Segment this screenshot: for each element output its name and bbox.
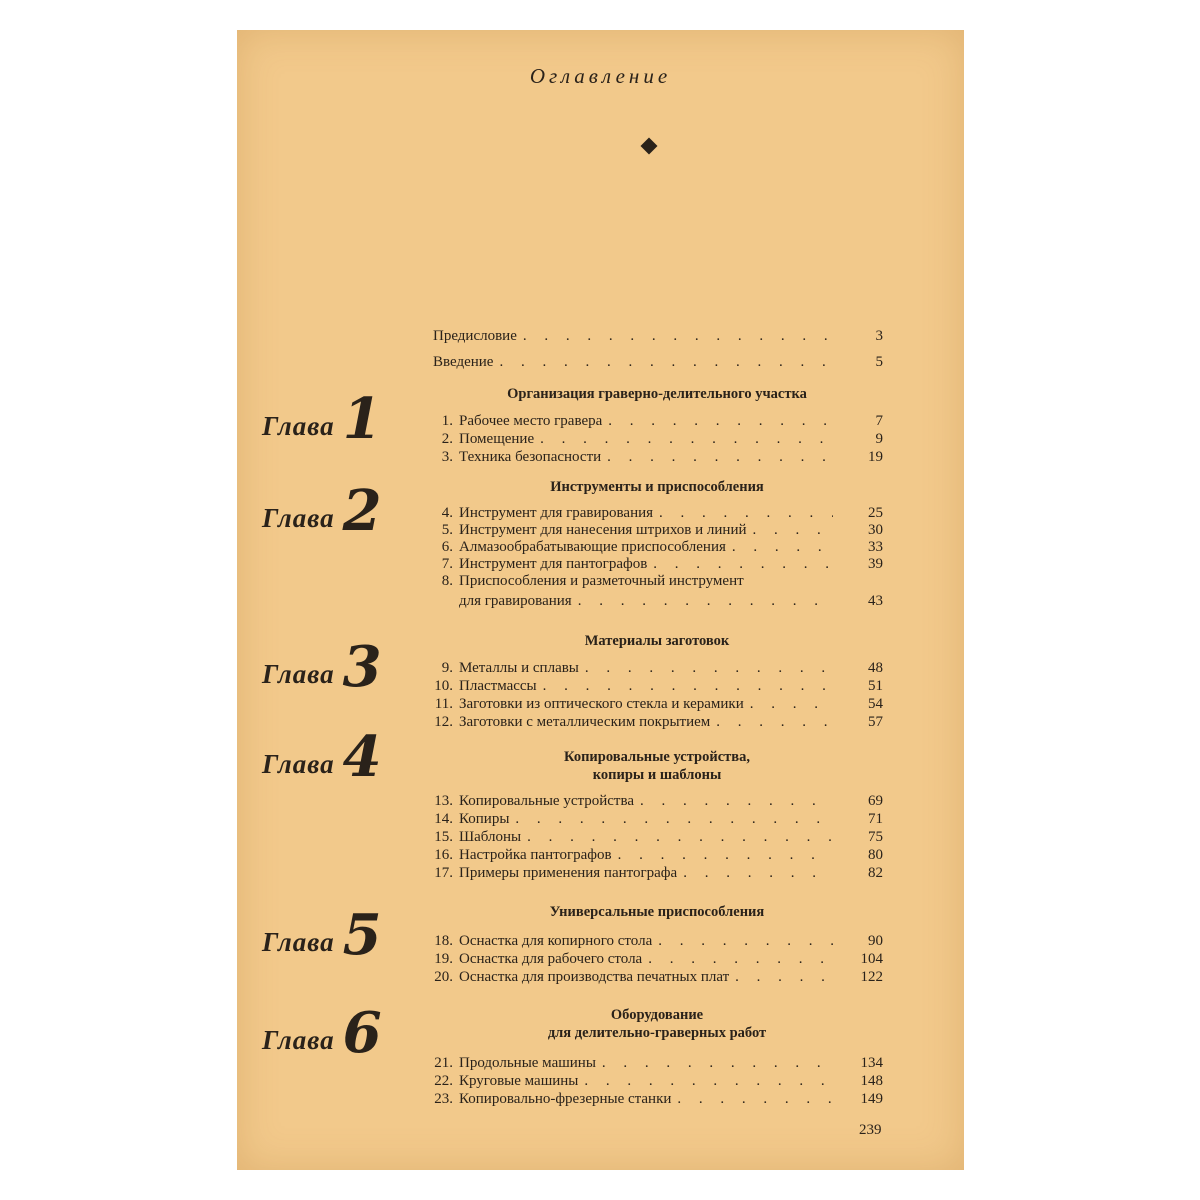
chapter-number: 6 [342,1000,382,1066]
chapter-label [262,1000,382,1066]
toc-entry-text: Техника безопасности [459,449,602,465]
toc-item-number: 10. [434,678,453,694]
toc-item-number: 21. [434,1055,453,1071]
toc-entry-text: Круговые машины [459,1073,579,1089]
toc-item-number: 23. [434,1091,453,1107]
chapter-word: Глава [262,503,335,533]
toc-page-number: 43 [868,593,883,609]
toc-item-number: 16. [434,847,453,863]
toc-entry-text: Шаблоны [459,829,522,845]
chapter-title-line2: для делительно-граверных работ [547,1025,767,1041]
toc-row [425,793,883,810]
toc-row [425,829,883,846]
toc-entry-text: Рабочее место гравера [459,413,603,429]
leader-dots [523,328,833,345]
leader-dots [683,865,833,882]
leader-dots [540,431,833,448]
chapter-title-line2: копиры и шаблоны [592,767,722,783]
toc-entry-text: Алмазообрабатывающие приспособления [459,539,726,555]
chapter-label [262,902,382,968]
chapter-title: Организация граверно-делительного участка [507,386,807,402]
leader-dots [648,951,833,968]
toc-entry-text: Металлы и сплавы [459,660,579,676]
leader-dots [527,829,833,846]
toc-row [425,1073,883,1090]
toc-entry-text: Оснастка для рабочего стола [459,951,643,967]
toc-page-number: 3 [875,328,883,344]
toc-entry-text: Приспособления и разметочный инструмент [459,573,744,589]
leader-dots [607,449,833,466]
chapter-label [262,386,382,452]
chapter-number: 1 [342,386,382,452]
toc-item-number: 15. [434,829,453,845]
chapter-title: Инструменты и приспособления [550,479,764,495]
leader-dots [515,811,833,828]
toc-row-introduction [433,354,883,371]
toc-row [425,865,883,882]
leader-dots [585,660,833,677]
toc-entry-text: Предисловие [433,328,517,344]
leader-dots [653,556,833,573]
leader-dots [659,505,833,522]
leader-dots [750,696,833,713]
toc-page-number: 25 [868,505,883,521]
diamond-ornament-icon [641,138,658,155]
toc-entry-text: Заготовки из оптического стекла и керамики [459,696,744,712]
toc-entry-text: Инструмент для гравирования [459,505,654,521]
toc-page-number: 122 [860,969,883,985]
toc-page-number: 104 [860,951,883,967]
toc-page-number: 9 [875,431,883,447]
toc-entry-text: Пластмассы [459,678,537,694]
toc-entry-text: Оснастка для копирного стола [459,933,653,949]
toc-entry-text: для гравирования [459,593,572,609]
toc-entry-text: Заготовки с металлическим покрытием [459,714,711,730]
leader-dots [677,1091,833,1108]
leader-dots [578,593,833,610]
toc-item-number: 9. [441,660,453,676]
toc-entry-text: Копиры [459,811,510,827]
chapter-title: Копировальные устройства, [564,749,750,765]
chapter-number: 4 [342,724,382,790]
toc-entry-text: Инструмент для нанесения штрихов и линий [459,522,747,538]
chapter-label [262,478,382,544]
toc-item-number: 17. [434,865,453,881]
chapter-word: Глава [262,659,335,689]
toc-item-number: 11. [434,696,453,712]
leader-dots [640,793,833,810]
toc-page-number: 19 [868,449,883,465]
toc-row [425,660,883,677]
leader-dots [732,539,833,556]
toc-item-number: 13. [434,793,453,809]
chapter-label [262,724,382,790]
chapter-title: Материалы заготовок [584,633,730,649]
leader-dots [584,1073,833,1090]
toc-row [425,811,883,828]
toc-item-number: 8. [441,573,453,589]
toc-page-number: 51 [868,678,883,694]
toc-item-number: 18. [434,933,453,949]
chapter-word: Глава [262,411,335,441]
chapter-word: Глава [262,749,335,779]
toc-page-number: 7 [875,413,883,429]
toc-page-number: 149 [860,1091,883,1107]
toc-page-number: 30 [868,522,883,538]
toc-page-number: 5 [875,354,883,370]
chapter-number: 2 [342,478,382,544]
toc-page-number: 90 [868,933,883,949]
toc-page-number: 82 [868,865,883,881]
toc-row [425,539,883,556]
toc-row [425,951,883,968]
leader-dots [618,847,833,864]
toc-entry-text: Копировальные устройства [459,793,635,809]
page-heading: Оглавление [529,64,672,88]
toc-row [425,933,883,950]
toc-page-number: 39 [868,556,883,572]
chapter-title: Универсальные приспособления [549,904,765,920]
toc-page-number: 71 [868,811,883,827]
toc-entry-text: Примеры применения пантографа [459,865,678,881]
toc-page-number: 69 [868,793,883,809]
chapter-word: Глава [262,1025,335,1055]
toc-entry-text: Введение [433,354,494,370]
toc-item-number: 22. [434,1073,453,1089]
chapter-number: 5 [342,902,382,968]
leader-dots [499,354,833,371]
toc-row [425,678,883,695]
toc-item-number: 4. [441,505,453,521]
leader-dots [735,969,833,986]
toc-item-number: 2. [441,431,453,447]
toc-row [425,847,883,864]
page-folio-number: 239 [859,1122,882,1138]
leader-dots [753,522,833,539]
toc-item-number: 5. [441,522,453,538]
toc-entry-text: Помещение [459,431,535,447]
leader-dots [543,678,833,695]
toc-row [425,714,883,731]
toc-row [425,1055,883,1072]
toc-row [425,431,883,448]
toc-item-number: 20. [434,969,453,985]
toc-item-number: 6. [441,539,453,555]
chapter-label [262,634,382,700]
leader-dots [602,1055,833,1072]
toc-page-number: 148 [860,1073,883,1089]
toc-entry-text: Продольные машины [459,1055,596,1071]
toc-row [425,449,883,466]
toc-row [425,522,883,539]
toc-page-number: 33 [868,539,883,555]
toc-entry-text: Инструмент для пантографов [459,556,648,572]
toc-item-number: 12. [434,714,453,730]
toc-item-number: 3. [441,449,453,465]
toc-row-continuation [459,593,883,610]
chapter-word: Глава [262,927,335,957]
toc-entry-text: Настройка пантографов [459,847,612,863]
leader-dots [716,714,833,731]
toc-row [425,413,883,430]
toc-entry-text: Оснастка для производства печатных плат [459,969,730,985]
toc-item-number: 14. [434,811,453,827]
toc-item-number: 19. [434,951,453,967]
chapter-number: 3 [342,634,382,700]
toc-page-number: 54 [868,696,883,712]
toc-row [425,969,883,986]
toc-item-number: 7. [441,556,453,572]
chapter-title: Оборудование [610,1007,704,1023]
leader-dots [658,933,833,950]
book-page [237,30,964,1170]
toc-row [425,505,883,522]
toc-page-number: 80 [868,847,883,863]
toc-item-number: 1. [441,413,453,429]
toc-page-number: 57 [868,714,883,730]
toc-row-preface [433,328,883,345]
toc-row [425,573,883,590]
toc-page-number: 134 [860,1055,883,1071]
toc-entry-text: Копировально-фрезерные станки [459,1091,672,1107]
toc-row [425,696,883,713]
leader-dots [608,413,833,430]
toc-page-number: 48 [868,660,883,676]
toc-row [425,556,883,573]
toc-page-number: 75 [868,829,883,845]
toc-row [425,1091,883,1108]
